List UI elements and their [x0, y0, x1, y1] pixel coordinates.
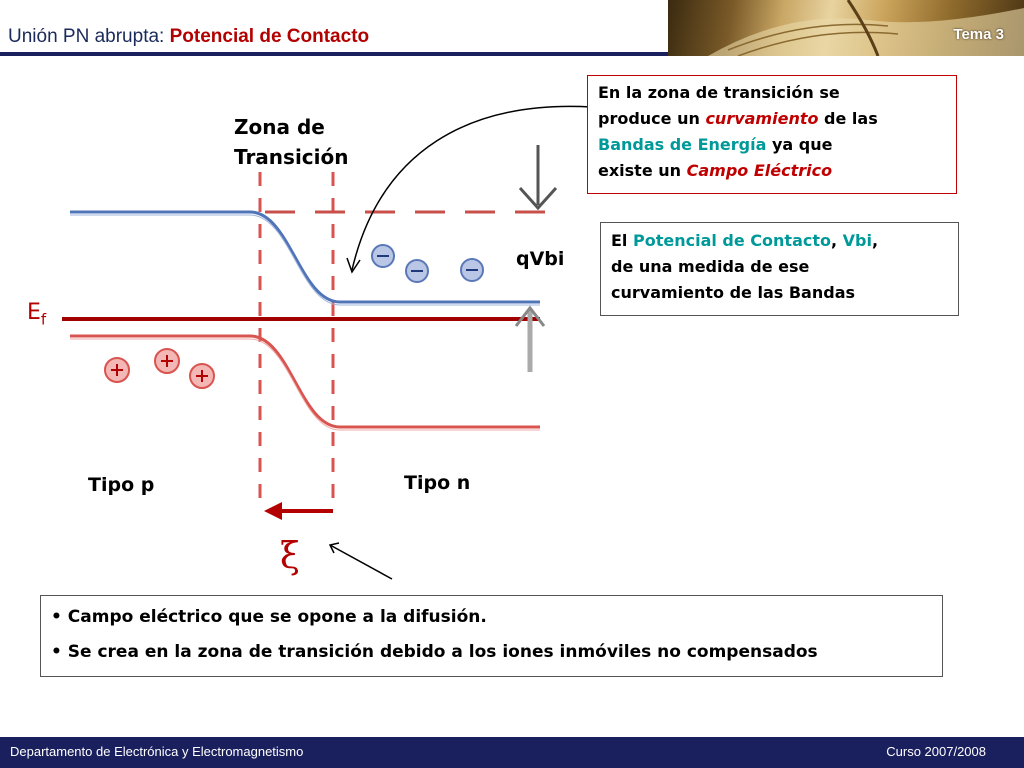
box2-comma: , [830, 231, 843, 250]
qvbi-label: qVbi [516, 248, 565, 270]
bullet-1: • Campo eléctrico que se opone a la difusión. [51, 607, 487, 627]
box1-bandas: Bandas de Energía [598, 135, 767, 154]
tipo-p-label: Tipo p [88, 474, 155, 496]
zone-label-line2: Transición [234, 145, 349, 169]
positive-ions [105, 349, 214, 388]
fermi-label-sub: f [40, 310, 47, 329]
plus-ion-icon [155, 349, 179, 373]
box2-potencial: Potencial de Contacto [632, 231, 831, 250]
explanation-box-curvature [587, 75, 957, 194]
box1-line2-c: de las [818, 109, 878, 128]
box1-line3-b: ya que [766, 135, 833, 154]
xi-symbol: ξ [280, 536, 300, 577]
conduction-band [70, 212, 540, 302]
bullet-box [40, 595, 943, 677]
title-bold: Potencial de Contacto [169, 26, 370, 47]
box2-line3: curvamiento de las Bandas [611, 283, 856, 302]
minus-ion-icon [461, 259, 483, 281]
explanation-box-vbi [600, 222, 959, 316]
box2-vbi: Vbi [842, 231, 872, 250]
box2-line1 [611, 228, 958, 254]
box2-el: El [611, 231, 633, 250]
zone-label-line1: Zona de [234, 115, 325, 139]
valence-band-shadow [70, 339, 540, 430]
footer-course: Curso 2007/2008 [886, 744, 986, 759]
zone-label [234, 112, 349, 172]
box1-line3 [598, 132, 956, 158]
negative-ions [372, 245, 483, 282]
fermi-label-main: E [27, 300, 41, 325]
bullet-2: • Se crea en la zona de transición debido a los iones inmóviles no compensados [51, 642, 818, 662]
box1-line4-a: existe un [598, 161, 687, 180]
plus-ion-icon [105, 358, 129, 382]
title-plain: Unión PN abrupta: [8, 26, 170, 47]
footer-department: Departamento de Electrónica y Electromagnetismo [10, 744, 304, 759]
box1-curvamiento: curvamiento [705, 109, 819, 128]
box1-line4 [598, 158, 956, 184]
box1-line1: En la zona de transición se [598, 83, 840, 102]
electric-field-arrowhead [264, 502, 282, 520]
box2-line2: de una medida de ese [611, 257, 810, 276]
box1-line2-a: produce un [598, 109, 706, 128]
box1-campo: Campo Eléctrico [686, 161, 833, 180]
fermi-label [27, 300, 46, 328]
slide-footer [0, 737, 1024, 768]
minus-ion-icon [406, 260, 428, 282]
tipo-n-label: Tipo n [404, 472, 471, 494]
box1-line2 [598, 106, 956, 132]
box2-comma2: , [871, 231, 879, 250]
plus-ion-icon [190, 364, 214, 388]
minus-ion-icon [372, 245, 394, 267]
tema-label: Tema 3 [953, 26, 1004, 43]
xi-pointer [330, 545, 392, 579]
valence-band [70, 336, 540, 427]
